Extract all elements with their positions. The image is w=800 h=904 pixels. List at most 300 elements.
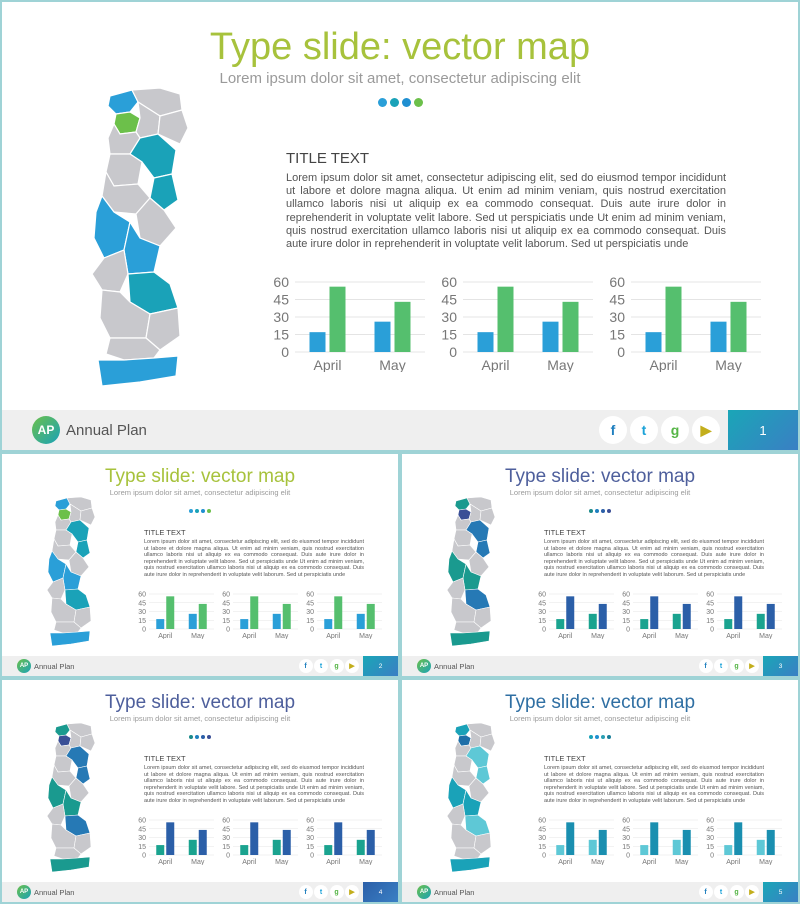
slide-subtitle: Lorem ipsum dolor sit amet, consectetur adipiscing elit <box>509 714 691 723</box>
y-tick-label: 15 <box>537 843 546 851</box>
slide-title: Type slide: vector map <box>104 692 296 713</box>
bar-chart-3 <box>601 272 769 377</box>
y-tick-label: 45 <box>609 291 625 308</box>
logo: AP <box>32 416 60 444</box>
bar-april-s2 <box>250 596 258 629</box>
y-tick-label: 60 <box>705 817 714 825</box>
youtube-icon[interactable]: ▶ <box>745 659 759 673</box>
map-svg <box>441 723 501 873</box>
facebook-icon[interactable]: f <box>299 885 313 899</box>
brand-name: Annual Plan <box>34 662 75 671</box>
y-tick-label: 15 <box>621 843 630 851</box>
body-text: Lorem ipsum dolor sit amet, consectetur adipiscing elit, sed do eiusmod tempor incididunt ut labore et dolore magna aliqua. Ut enim ad minim veniam, quis nostrud exercitation ullamco laboris nisi ut aliquip ex ea commodo consequat. Duis aute irure dolor in reprehenderit in voluptate velit labore. Sed ut perspiciatis unde Ut enim ad minim veniam, quis nostrud exercitation ullamco laboris nisi ut aliquip ex ea commodo consequat. Duis aute irure dolor in reprehenderit in voluptate velit laborum. Sed ut perspiciatis unde <box>544 539 764 578</box>
bar-chart-3 <box>302 589 386 644</box>
bar-april-s1 <box>324 845 332 855</box>
slide-2[interactable] <box>0 452 400 678</box>
x-tick-label: May <box>590 633 604 639</box>
y-tick-label: 30 <box>621 609 630 616</box>
y-tick-label: 30 <box>273 309 289 325</box>
social-links <box>297 885 359 899</box>
x-tick-label: April <box>641 859 656 865</box>
map-region-19 <box>50 631 90 646</box>
portugal-map <box>441 723 501 878</box>
bar-april-s2 <box>250 822 258 855</box>
decor-dot <box>607 509 612 514</box>
bar-may-s1 <box>672 840 680 855</box>
body-text: Lorem ipsum dolor sit amet, consectetur adipiscing elit, sed do eiusmod tempor incididunt ut labore et dolore magna aliqua. Ut enim ad minim veniam, quis nostrud exercitation ullamco laboris nisi ut aliquip ex ea commodo consequat. Duis aute irure dolor in reprehenderit in voluptate velit labore. Sed ut perspiciatis unde Ut enim ad minim veniam, quis nostrud exercitation ullamco laboris nisi ut aliquip ex ea commodo consequat. Duis aute irure dolor in reprehenderit in voluptate velit laborum. Sed ut perspiciatis unde <box>544 765 764 804</box>
bar-chart-2 <box>618 815 702 870</box>
y-tick-label: 30 <box>305 835 314 842</box>
social-links <box>596 416 720 444</box>
y-tick-label: 60 <box>221 817 230 825</box>
bar-chart-1 <box>265 272 433 377</box>
map-region-14 <box>92 250 128 292</box>
y-tick-label: 30 <box>621 835 630 842</box>
googleplus-icon[interactable]: g <box>730 885 744 899</box>
y-tick-label: 15 <box>621 617 630 625</box>
chart-svg <box>218 815 302 865</box>
y-tick-label: 30 <box>537 609 546 616</box>
x-tick-label: April <box>557 859 572 865</box>
bar-april-s2 <box>166 596 174 629</box>
bar-may-s1 <box>711 322 727 352</box>
bar-may-s1 <box>588 840 596 855</box>
x-tick-label: May <box>358 633 372 639</box>
chart-svg <box>265 272 433 372</box>
y-tick-label: 45 <box>137 600 146 608</box>
bar-chart-3 <box>302 815 386 870</box>
googleplus-icon[interactable]: g <box>330 885 344 899</box>
bar-chart-1 <box>134 589 218 644</box>
slide-subtitle: Lorem ipsum dolor sit amet, consectetur adipiscing elit <box>509 488 691 497</box>
y-tick-label: 15 <box>221 843 230 851</box>
chart-svg <box>702 815 786 865</box>
slide-subtitle: Lorem ipsum dolor sit amet, consectetur adipiscing elit <box>109 488 291 497</box>
bar-april-s2 <box>498 287 514 352</box>
y-tick-label: 60 <box>537 591 546 599</box>
decor-dot <box>607 735 612 740</box>
x-tick-label: April <box>725 633 740 639</box>
slide-4[interactable] <box>0 678 400 904</box>
y-tick-label: 15 <box>305 843 314 851</box>
y-tick-label: 15 <box>609 326 625 343</box>
map-region-19 <box>50 857 90 872</box>
bar-april-s1 <box>240 845 248 855</box>
decor-dot <box>189 509 194 514</box>
y-tick-label: 0 <box>141 852 146 860</box>
bar-april-s2 <box>666 287 682 352</box>
x-tick-label: May <box>358 859 372 865</box>
bar-may-s2 <box>731 302 747 352</box>
bar-april-s2 <box>566 822 574 855</box>
slide-subtitle: Lorem ipsum dolor sit amet, consectetur adipiscing elit <box>219 70 581 87</box>
map-svg <box>41 723 101 873</box>
bar-chart-2 <box>218 589 302 644</box>
x-tick-label: May <box>274 633 288 639</box>
portugal-map <box>41 723 101 878</box>
bar-may-s1 <box>756 614 764 629</box>
twitter-icon[interactable]: t <box>714 885 728 899</box>
y-tick-label: 0 <box>309 852 314 860</box>
logo: AP <box>17 885 31 899</box>
portugal-map <box>441 497 501 652</box>
map-region-14 <box>47 578 65 599</box>
social-links <box>697 659 759 673</box>
decor-dot <box>414 98 423 107</box>
brand-name: Annual Plan <box>434 662 475 671</box>
decor-dot <box>195 509 200 514</box>
chart-svg <box>618 589 702 639</box>
section-title: TITLE TEXT <box>286 150 370 167</box>
body-text: Lorem ipsum dolor sit amet, consectetur adipiscing elit, sed do eiusmod tempor incididunt ut labore et dolore magna aliqua. Ut enim ad minim veniam, quis nostrud exercitation ullamco laboris nisi ut aliquip ex ea commodo consequat. Duis aute irure dolor in reprehenderit in voluptate velit labore. Sed ut perspiciatis unde Ut enim ad minim veniam, quis nostrud exercitation ullamco laboris nisi ut aliquip ex ea commodo consequat. Duis aute irure dolor in reprehenderit in voluptate velit laborum. Sed ut perspiciatis unde <box>144 539 364 578</box>
y-tick-label: 0 <box>709 626 714 634</box>
bar-may-s2 <box>766 604 774 629</box>
bar-april-s1 <box>156 845 164 855</box>
y-tick-label: 15 <box>537 617 546 625</box>
bar-may-s1 <box>588 614 596 629</box>
bar-chart-2 <box>618 589 702 644</box>
facebook-icon[interactable]: f <box>699 659 713 673</box>
map-svg <box>441 497 501 647</box>
x-tick-label: May <box>379 357 406 372</box>
y-tick-label: 15 <box>221 617 230 625</box>
social-links <box>297 659 359 673</box>
decor-dot <box>390 98 399 107</box>
bar-may-s2 <box>563 302 579 352</box>
chart-svg <box>134 815 218 865</box>
bar-may-s2 <box>366 830 374 855</box>
social-links <box>697 885 759 899</box>
y-tick-label: 30 <box>305 609 314 616</box>
y-tick-label: 45 <box>221 600 230 608</box>
slide-footer <box>2 410 798 450</box>
bar-may-s1 <box>188 840 196 855</box>
bar-april-s1 <box>478 332 494 352</box>
y-tick-label: 45 <box>441 291 457 308</box>
bar-may-s2 <box>395 302 411 352</box>
bar-april-s1 <box>556 845 564 855</box>
x-tick-label: April <box>313 357 342 372</box>
map-region-14 <box>447 804 465 825</box>
y-tick-label: 30 <box>441 309 457 325</box>
x-tick-label: April <box>325 633 340 639</box>
facebook-icon[interactable]: f <box>299 659 313 673</box>
bar-may-s1 <box>543 322 559 352</box>
chart-svg <box>302 589 386 639</box>
decor-dot <box>189 735 194 740</box>
y-tick-label: 45 <box>537 600 546 608</box>
y-tick-label: 30 <box>705 609 714 616</box>
slide-footer <box>2 656 398 676</box>
y-tick-label: 0 <box>709 852 714 860</box>
bar-april-s1 <box>156 619 164 629</box>
slide-3[interactable] <box>400 452 800 678</box>
section-title: TITLE TEXT <box>144 528 186 537</box>
bar-chart-3 <box>702 589 786 644</box>
map-region-14 <box>47 804 65 825</box>
y-tick-label: 0 <box>617 344 625 360</box>
y-tick-label: 30 <box>705 835 714 842</box>
bar-may-s2 <box>682 604 690 629</box>
portugal-map <box>41 497 101 652</box>
decor-dot <box>595 509 600 514</box>
y-tick-label: 60 <box>273 274 289 290</box>
bar-april-s1 <box>556 619 564 629</box>
twitter-icon[interactable]: t <box>630 416 658 444</box>
x-tick-label: April <box>157 859 172 865</box>
chart-svg <box>134 589 218 639</box>
bar-april-s1 <box>324 619 332 629</box>
x-tick-label: May <box>590 859 604 865</box>
y-tick-label: 45 <box>305 826 314 834</box>
y-tick-label: 0 <box>309 626 314 634</box>
bar-may-s2 <box>282 830 290 855</box>
x-tick-label: May <box>190 859 204 865</box>
decor-dot <box>201 735 206 740</box>
y-tick-label: 45 <box>305 600 314 608</box>
bar-chart-1 <box>534 589 618 644</box>
map-region-19 <box>450 857 490 872</box>
slide-footer <box>2 882 398 902</box>
page-number: 5 <box>763 882 798 902</box>
bar-chart-1 <box>134 815 218 870</box>
map-region-14 <box>447 578 465 599</box>
decor-dot <box>601 735 606 740</box>
slide-title: Type slide: vector map <box>104 466 296 487</box>
decor-dot <box>207 509 212 514</box>
x-tick-label: May <box>274 859 288 865</box>
chart-svg <box>302 815 386 865</box>
y-tick-label: 15 <box>305 617 314 625</box>
chart-svg <box>618 815 702 865</box>
page-number: 4 <box>363 882 398 902</box>
bar-may-s1 <box>272 840 280 855</box>
x-tick-label: April <box>241 859 256 865</box>
x-tick-label: May <box>547 357 574 372</box>
bar-may-s2 <box>366 604 374 629</box>
bar-may-s1 <box>356 840 364 855</box>
x-tick-label: April <box>157 633 172 639</box>
page-number: 1 <box>728 410 798 450</box>
decor-dot <box>378 98 387 107</box>
logo: AP <box>417 659 431 673</box>
bar-april-s2 <box>330 287 346 352</box>
bar-april-s2 <box>734 822 742 855</box>
y-tick-label: 45 <box>621 826 630 834</box>
brand-name: Annual Plan <box>66 422 147 439</box>
bar-april-s1 <box>724 619 732 629</box>
chart-svg <box>534 815 618 865</box>
x-tick-label: May <box>758 859 772 865</box>
y-tick-label: 60 <box>621 591 630 599</box>
map-svg <box>41 497 101 647</box>
y-tick-label: 60 <box>537 817 546 825</box>
bar-chart-3 <box>702 815 786 870</box>
y-tick-label: 0 <box>541 852 546 860</box>
bar-may-s1 <box>375 322 391 352</box>
bar-may-s2 <box>766 830 774 855</box>
facebook-icon[interactable]: f <box>699 885 713 899</box>
chart-svg <box>702 589 786 639</box>
chart-svg <box>433 272 601 372</box>
section-title: TITLE TEXT <box>544 754 586 763</box>
youtube-icon[interactable]: ▶ <box>745 885 759 899</box>
y-tick-label: 30 <box>537 835 546 842</box>
chart-svg <box>218 589 302 639</box>
bar-april-s1 <box>310 332 326 352</box>
map-region-19 <box>98 356 178 386</box>
page-number: 3 <box>763 656 798 676</box>
bar-may-s2 <box>198 604 206 629</box>
bar-may-s2 <box>598 830 606 855</box>
y-tick-label: 30 <box>609 309 625 325</box>
slide-subtitle: Lorem ipsum dolor sit amet, consectetur adipiscing elit <box>109 714 291 723</box>
map-region-19 <box>450 631 490 646</box>
brand-name: Annual Plan <box>434 888 475 897</box>
y-tick-label: 60 <box>221 591 230 599</box>
y-tick-label: 60 <box>441 274 457 290</box>
y-tick-label: 0 <box>225 852 230 860</box>
slide-title: Type slide: vector map <box>209 26 591 68</box>
y-tick-label: 60 <box>137 591 146 599</box>
y-tick-label: 15 <box>273 326 289 343</box>
y-tick-label: 0 <box>281 344 289 360</box>
y-tick-label: 30 <box>221 835 230 842</box>
slide-title: Type slide: vector map <box>504 466 696 487</box>
y-tick-label: 0 <box>449 344 457 360</box>
y-tick-label: 0 <box>225 626 230 634</box>
youtube-icon[interactable]: ▶ <box>692 416 720 444</box>
chart-svg <box>601 272 769 372</box>
bar-april-s1 <box>640 619 648 629</box>
page-number: 2 <box>363 656 398 676</box>
x-tick-label: April <box>725 859 740 865</box>
bar-may-s1 <box>272 614 280 629</box>
twitter-icon[interactable]: t <box>714 659 728 673</box>
x-tick-label: May <box>674 859 688 865</box>
y-tick-label: 30 <box>137 835 146 842</box>
decor-dot <box>589 509 594 514</box>
decor-dot <box>601 509 606 514</box>
slide-5[interactable] <box>400 678 800 904</box>
facebook-icon[interactable]: f <box>599 416 627 444</box>
y-tick-label: 60 <box>305 591 314 599</box>
y-tick-label: 15 <box>705 617 714 625</box>
y-tick-label: 45 <box>221 826 230 834</box>
decor-dot <box>589 735 594 740</box>
decor-dot <box>595 735 600 740</box>
x-tick-label: April <box>649 357 678 372</box>
x-tick-label: April <box>557 633 572 639</box>
portugal-map <box>80 88 200 393</box>
bar-april-s1 <box>640 845 648 855</box>
bar-chart-2 <box>433 272 601 377</box>
x-tick-label: May <box>674 633 688 639</box>
y-tick-label: 45 <box>705 600 714 608</box>
bar-april-s1 <box>240 619 248 629</box>
twitter-icon[interactable]: t <box>314 659 328 673</box>
map-svg <box>80 88 200 388</box>
slide-title: Type slide: vector map <box>504 692 696 713</box>
body-text: Lorem ipsum dolor sit amet, consectetur adipiscing elit, sed do eiusmod tempor incididunt ut labore et dolore magna aliqua. Ut enim ad minim veniam, quis nostrud exercitation ullamco laboris nisi ut aliquip ex ea commodo consequat. Duis aute irure dolor in reprehenderit in voluptate velit labore. Sed ut perspiciatis unde Ut enim ad minim veniam, quis nostrud exercitation ullamco laboris nisi ut aliquip ex ea commodo consequat. Duis aute irure dolor in reprehenderit in voluptate velit laborum. Sed ut perspiciatis unde <box>144 765 364 804</box>
brand-name: Annual Plan <box>34 888 75 897</box>
x-tick-label: May <box>190 633 204 639</box>
youtube-icon[interactable]: ▶ <box>345 885 359 899</box>
bar-april-s1 <box>646 332 662 352</box>
y-tick-label: 15 <box>705 843 714 851</box>
chart-svg <box>534 589 618 639</box>
bar-april-s2 <box>734 596 742 629</box>
x-tick-label: April <box>481 357 510 372</box>
x-tick-label: May <box>758 633 772 639</box>
decor-dot <box>207 735 212 740</box>
y-tick-label: 30 <box>137 609 146 616</box>
section-title: TITLE TEXT <box>144 754 186 763</box>
y-tick-label: 0 <box>625 626 630 634</box>
bar-april-s2 <box>650 596 658 629</box>
bar-april-s2 <box>566 596 574 629</box>
section-title: TITLE TEXT <box>544 528 586 537</box>
bar-chart-1 <box>534 815 618 870</box>
y-tick-label: 30 <box>221 609 230 616</box>
youtube-icon[interactable]: ▶ <box>345 659 359 673</box>
body-text: Lorem ipsum dolor sit amet, consectetur adipiscing elit, sed do eiusmod tempor incididunt ut labore et dolore magna aliqua. Ut enim ad minim veniam, quis nostrud exercitation ullamco laboris nisi ut aliquip ex ea commodo consequat. Duis aute irure dolor in reprehenderit in voluptate velit labore. Sed ut perspiciatis unde Ut enim ad minim veniam, quis nostrud exercitation ullamco laboris nisi ut aliquip ex ea commodo consequat. Duis aute irure dolor in reprehenderit in voluptate velit laborum. Sed ut perspiciatis unde <box>286 172 726 250</box>
y-tick-label: 15 <box>441 326 457 343</box>
bar-may-s1 <box>356 614 364 629</box>
y-tick-label: 60 <box>305 817 314 825</box>
bar-april-s2 <box>334 596 342 629</box>
x-tick-label: May <box>715 357 742 372</box>
y-tick-label: 45 <box>705 826 714 834</box>
y-tick-label: 45 <box>273 291 289 308</box>
y-tick-label: 45 <box>537 826 546 834</box>
y-tick-label: 15 <box>137 617 146 625</box>
googleplus-icon[interactable]: g <box>730 659 744 673</box>
slide-footer <box>402 882 798 902</box>
bar-april-s2 <box>650 822 658 855</box>
y-tick-label: 60 <box>705 591 714 599</box>
y-tick-label: 60 <box>621 817 630 825</box>
y-tick-label: 0 <box>625 852 630 860</box>
logo: AP <box>17 659 31 673</box>
y-tick-label: 45 <box>621 600 630 608</box>
decor-dot <box>402 98 411 107</box>
y-tick-label: 0 <box>141 626 146 634</box>
x-tick-label: April <box>241 633 256 639</box>
bar-april-s1 <box>724 845 732 855</box>
bar-may-s2 <box>198 830 206 855</box>
y-tick-label: 45 <box>137 826 146 834</box>
y-tick-label: 15 <box>137 843 146 851</box>
bar-april-s2 <box>334 822 342 855</box>
bar-may-s2 <box>682 830 690 855</box>
x-tick-label: April <box>641 633 656 639</box>
bar-chart-2 <box>218 815 302 870</box>
bar-may-s2 <box>598 604 606 629</box>
decor-dot <box>195 735 200 740</box>
bar-april-s2 <box>166 822 174 855</box>
decor-dot <box>201 509 206 514</box>
y-tick-label: 60 <box>609 274 625 290</box>
googleplus-icon[interactable]: g <box>661 416 689 444</box>
googleplus-icon[interactable]: g <box>330 659 344 673</box>
bar-may-s2 <box>282 604 290 629</box>
twitter-icon[interactable]: t <box>314 885 328 899</box>
bar-may-s1 <box>756 840 764 855</box>
bar-may-s1 <box>188 614 196 629</box>
logo: AP <box>417 885 431 899</box>
x-tick-label: April <box>325 859 340 865</box>
